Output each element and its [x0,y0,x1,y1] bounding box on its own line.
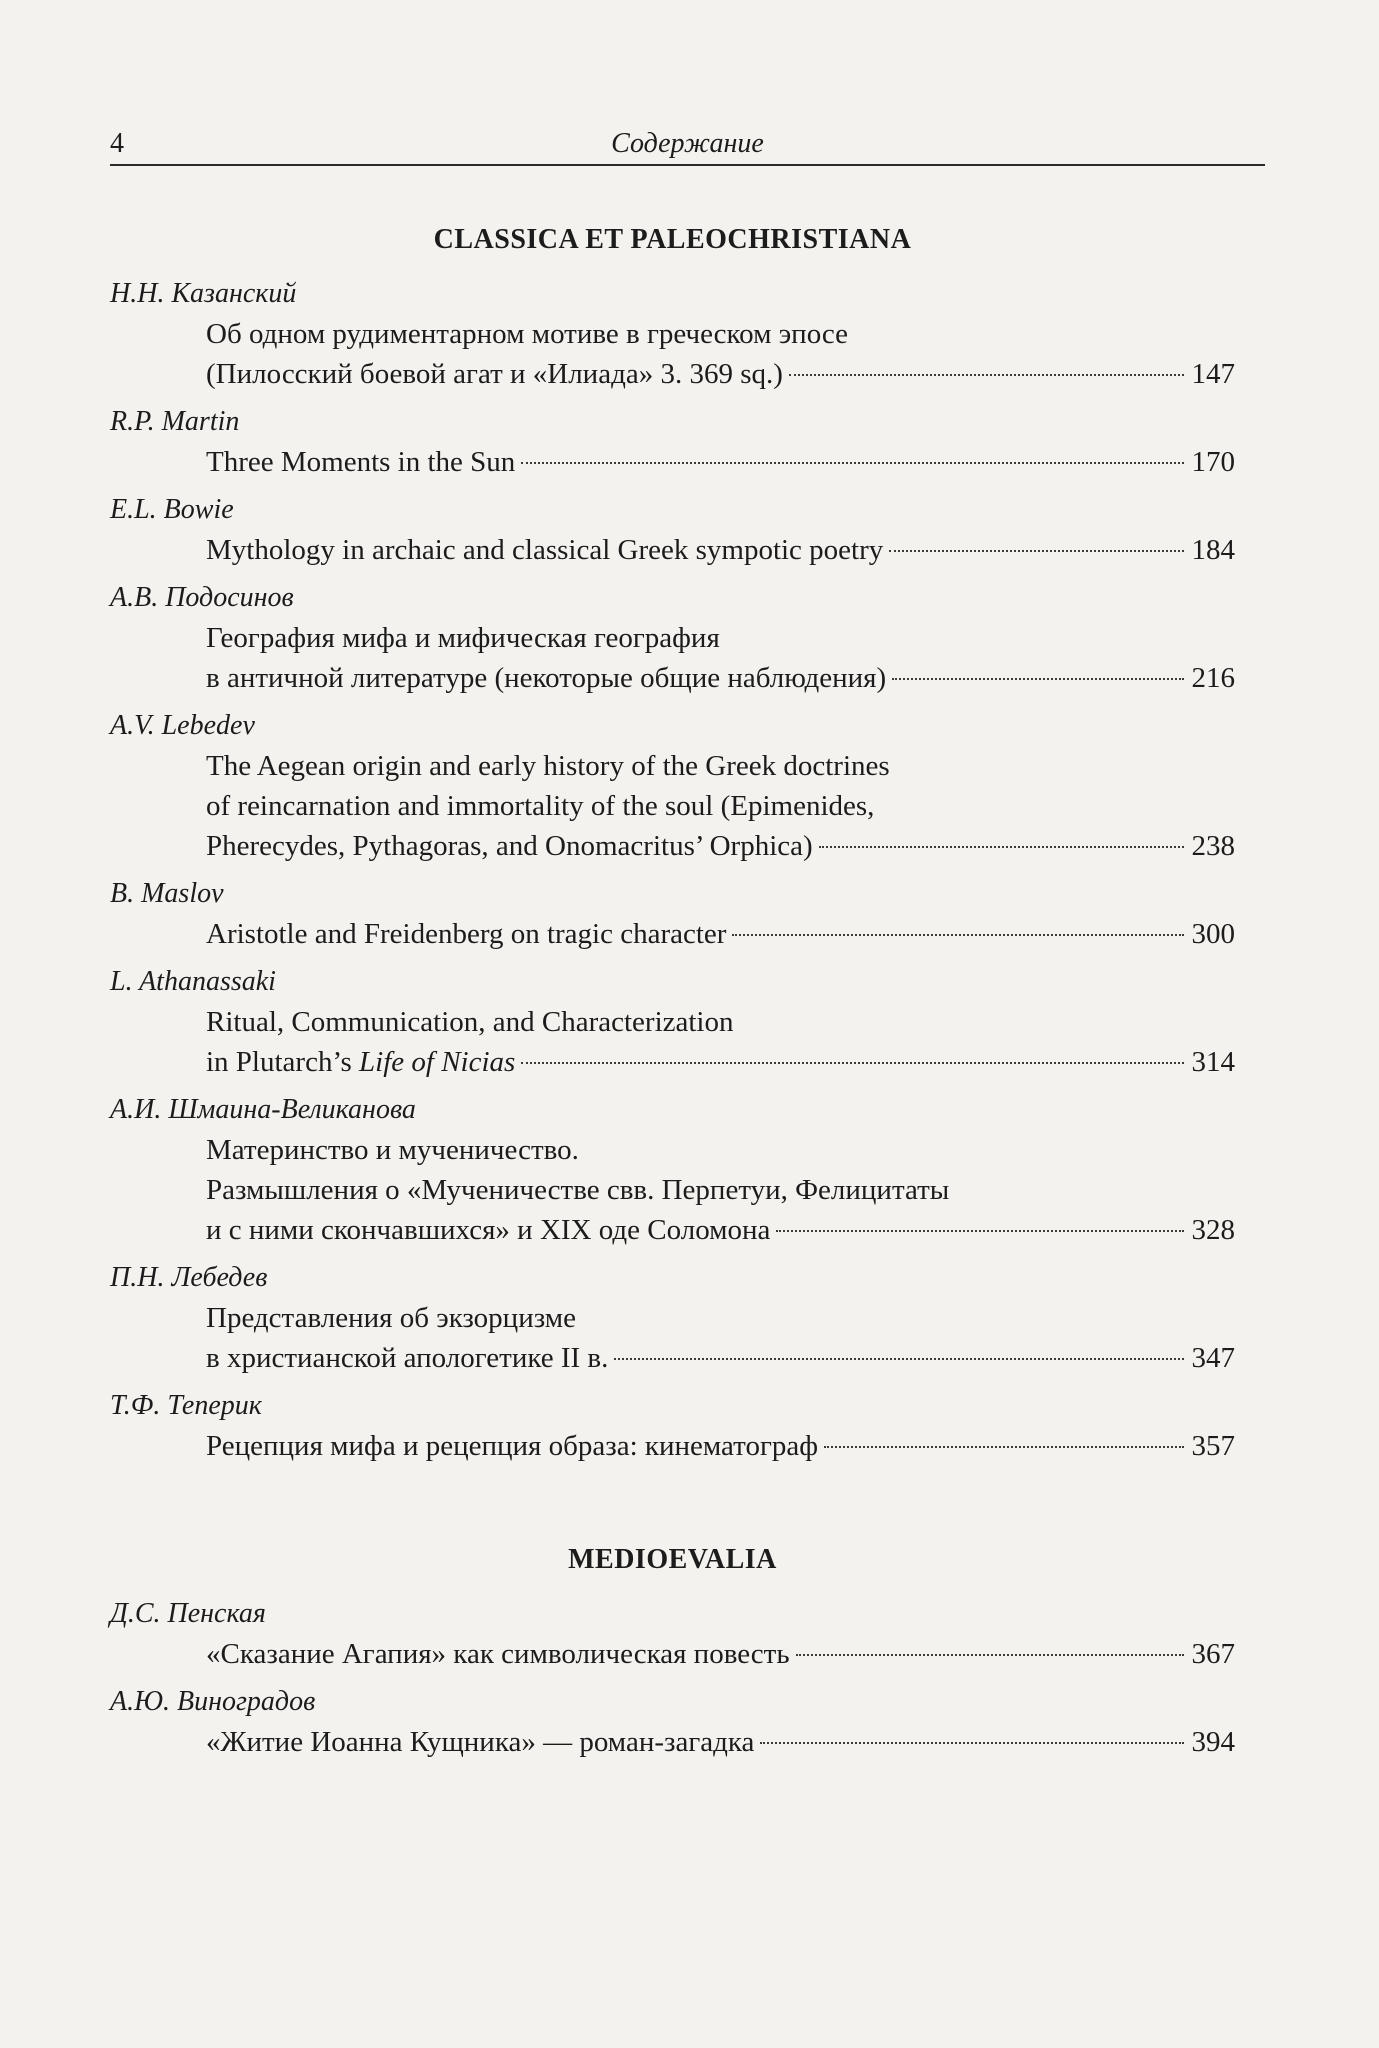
running-title: Содержание [611,128,764,159]
section-title: CLASSICA ET PALEOCHRISTIANA [433,224,912,255]
page-ref: 357 [1191,1430,1235,1462]
entry-author: Д.С. Пенская [110,1598,266,1629]
page-ref: 184 [1191,534,1235,566]
page-number: 4 [110,128,124,159]
table-of-contents [110,220,1235,1770]
title-line: of reincarnation and immortality of the soul (Epimenides, [206,790,875,822]
title-last-line [206,1634,1235,1674]
entry-title [110,1426,1235,1466]
title-line: Mythology in archaic and classical Greek sympotic poetry [206,534,884,566]
entry-title [110,1298,1235,1378]
entry-author: А.Ю. Виноградов [110,1686,316,1717]
toc-entry [110,1258,1235,1378]
entry-author: R.P. Martin [110,406,240,437]
title-last-line [206,1722,1235,1762]
title-line: Рецепция мифа и рецепция образа: кинематограф [206,1430,819,1462]
page-ref: 300 [1191,918,1235,950]
entry-title [110,618,1235,698]
title-line-italic: Life of Nicias [359,1046,516,1078]
title-last-line [206,442,1235,482]
dot-leader [819,846,1184,848]
entry-author: B. Maslov [110,878,224,909]
entry-title [110,746,1235,866]
entry-title [110,1130,1235,1250]
dot-leader [760,1742,1183,1744]
title-line: Размышления о «Мученичестве свв. Перпетуи, Фелицитаты [206,1174,950,1206]
toc-entry [110,402,1235,482]
dot-leader [614,1358,1183,1360]
title-line: The Aegean origin and early history of the Greek doctrines [206,750,890,782]
toc-entry [110,578,1235,698]
dot-leader [889,550,1183,552]
toc-entry [110,962,1235,1082]
title-line: Представления об экзорцизме [206,1302,576,1334]
page-ref: 347 [1191,1342,1235,1374]
toc-entry [110,706,1235,866]
title-line: в христианской апологетике II в. [206,1342,609,1374]
toc-entry [110,1386,1235,1466]
title-last-line [206,354,1235,394]
entry-title [110,1002,1235,1082]
title-line: «Сказание Агапия» как символическая повесть [206,1638,790,1670]
dot-leader [732,934,1183,936]
page-ref: 238 [1191,830,1235,862]
entry-title [110,442,1235,482]
running-head [110,118,1265,166]
title-last-line [206,1338,1235,1378]
title-line: География мифа и мифическая география [206,622,720,654]
title-line: Aristotle and Freidenberg on tragic character [206,918,727,950]
entry-author: A.V. Lebedev [110,710,255,741]
page-ref: 314 [1191,1046,1235,1078]
title-line: Pherecydes, Pythagoras, and Onomacritus’ Orphica) [206,830,813,862]
title-line: Об одном рудиментарном мотиве в греческом эпосе [206,318,849,350]
dot-leader [892,678,1183,680]
title-line: и с ними скончавшихся» и XIX оде Соломона [206,1214,771,1246]
title-line-prefix: in Plutarch’s [206,1046,360,1078]
title-line: в античной литературе (некоторые общие наблюдения) [206,662,887,694]
entry-author: Т.Ф. Теперик [110,1390,262,1421]
dot-leader [824,1446,1183,1448]
entry-author: Н.Н. Казанский [110,278,297,309]
toc-entry [110,490,1235,570]
entry-author: E.L. Bowie [110,494,234,525]
entry-title [110,1634,1235,1674]
toc-entry [110,1594,1235,1674]
title-last-line [206,826,1235,866]
title-line: «Житие Иоанна Кущника» — роман-загадка [206,1726,755,1758]
dot-leader [521,462,1183,464]
entry-author: П.Н. Лебедев [110,1262,268,1293]
page-ref: 367 [1191,1638,1235,1670]
toc-entry [110,274,1235,394]
title-last-line [206,1042,1235,1082]
entry-title [110,530,1235,570]
title-line [206,1042,515,1082]
page-ref: 328 [1191,1214,1235,1246]
title-last-line [206,658,1235,698]
page-ref: 147 [1191,358,1235,390]
dot-leader [796,1654,1184,1656]
dot-leader [789,374,1184,376]
title-line: Ritual, Communication, and Characterization [206,1006,734,1038]
entry-author: А.В. Подосинов [110,582,294,613]
page-ref: 170 [1191,446,1235,478]
toc-entry [110,1682,1235,1762]
title-last-line [206,530,1235,570]
page-ref: 216 [1191,662,1235,694]
entry-title [110,914,1235,954]
title-line: Материнство и мученичество. [206,1134,579,1166]
entry-title [110,1722,1235,1762]
title-last-line [206,1426,1235,1466]
toc-entry [110,874,1235,954]
title-last-line [206,1210,1235,1250]
title-line: (Пилосский боевой агат и «Илиада» 3. 369 sq.) [206,358,783,390]
dot-leader [521,1062,1183,1064]
toc-entry [110,1090,1235,1250]
entry-title [110,314,1235,394]
entry-author: А.И. Шмаина-Великанова [110,1094,416,1125]
title-line: Three Moments in the Sun [206,446,516,478]
section-title: MEDIOEVALIA [568,1544,777,1575]
title-last-line [206,914,1235,954]
entry-author: L. Athanassaki [110,966,276,997]
dot-leader [776,1230,1183,1232]
page-ref: 394 [1191,1726,1235,1758]
